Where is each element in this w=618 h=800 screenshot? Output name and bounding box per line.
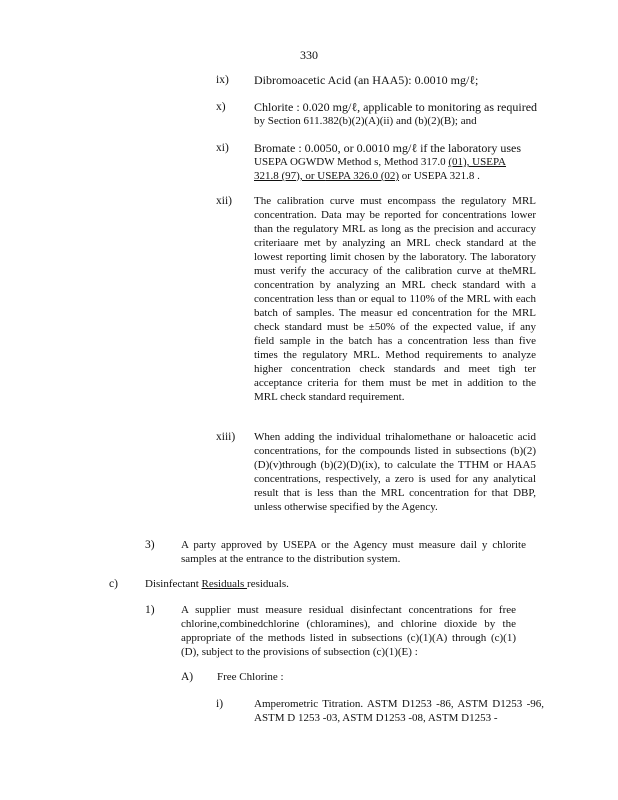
section-heading-c [145,577,445,591]
section-heading-c-pre: Disinfectant [145,578,202,590]
item-marker-i: i) [216,698,224,710]
item-text-1: A supplier must measure residual disinfectant concentrations for free chlorine,combinedchlorine (chloramines), and chlorine dioxide by the appropriate of the methods listed in subsections (c)(1)(A) through (c)(1)(D), subject to the provisions of subsection (c)(1)(E) : [181,604,516,658]
item-marker-xiii: xiii) [216,431,236,443]
item-text-3: A party approved by USEPA or the Agency must measure dail y chlorite samples at the entrance to the distribution system. [181,539,526,565]
item-text-x-line1: Chlorite : 0.020 mg/ℓ, applicable to monitoring as required [254,100,538,114]
item-text-A: Free Chlorine : [217,671,284,683]
item-text-xi-line2-pre: USEPA OGWDW Method s, Method 317.0 [254,156,449,168]
item-text-xi-line2 [254,155,544,169]
section-heading-c-post: residuals. [247,578,289,590]
page-number: 330 [300,48,318,62]
section-heading-c-struck: Residuals [201,578,248,590]
item-marker-3: 3) [145,539,155,551]
item-text-ix: Dibromoacetic Acid (an HAA5): 0.0010 mg/ℓ; [254,73,479,87]
item-marker-xii: xii) [216,195,232,207]
item-text-i: Amperometric Titration. ASTM D1253 -86, ASTM D1253 -96, ASTM D 1253 -03, ASTM D1253 -08, ASTM D1253 - [254,698,544,724]
item-text-xi-line3-u1: 321.8 (97), or U [254,170,326,182]
section-marker-c: c) [109,578,118,590]
item-text-xi-line3-mid: SEPA 326.0 (02) [325,170,400,182]
item-text-xi-line3-post: or USEPA 321.8 . [399,170,480,182]
item-text-xi-line1: Bromate : 0.0050, or 0.0010 mg/ℓ if the laboratory uses [254,141,522,155]
item-marker-A: A) [181,671,194,683]
item-marker-1: 1) [145,604,155,616]
item-text-xi-line2-underlined: (01), USEPA [448,156,507,168]
item-marker-xi: xi) [216,142,229,154]
item-text-xii: The calibration curve must encompass the regulatory MRL concentration. Data may be reported for concentrations lower than the regulatory MRL as long as the precision and accuracy criteriaare met by analyzing an MRL check standard at the lowest reporting limit chosen by the laboratory. The laboratory must verify the accuracy of the calibration curve at theMRL concentration by analyzing an MRL check standard with a concentration less than or equal to 110% of the MRL with each batch of samples. The measur ed concentration for the MRL check standard must be ±50% of the expected value, if any field sample in the batch has a concentration less than five times the regulatory MRL. Method requirements to analyze higher concentration check standards and meet tigh ter acceptance criteria for them must be met in addition to the MRL check standard requirement. [254,195,536,403]
item-marker-ix: ix) [216,74,229,86]
item-text-xi-line3 [254,169,544,183]
item-text-x-line2: by Section 611.382(b)(2)(A)(ii) and (b)(2)(B); and [254,115,477,127]
item-marker-x: x) [216,101,226,113]
item-text-xiii: When adding the individual trihalomethane or haloacetic acid concentrations, for the compounds listed in subsections (b)(2)(D)(v)through (b)(2)(D)(ix), to calculate the TTHM or HAA5 concentrations, respectively, a zero is used for any analytical result that is less than the MRL concentration for that DBP, unless otherwise specified by the Agency. [254,431,536,513]
